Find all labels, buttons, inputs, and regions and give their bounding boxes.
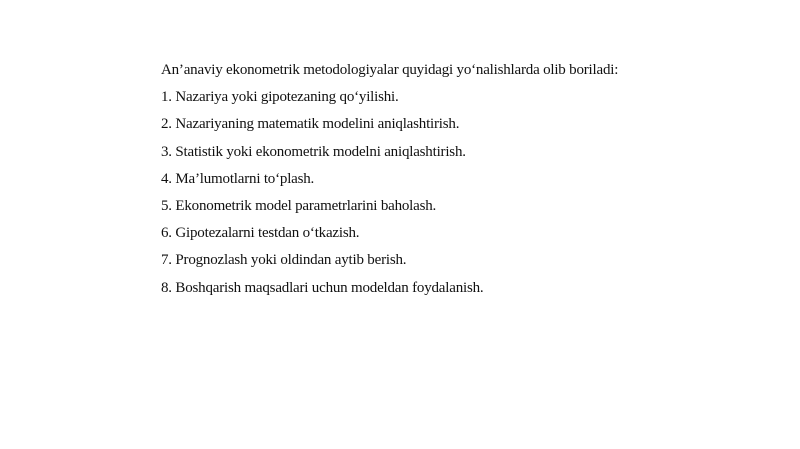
list-item: 2. Nazariyaning matematik modelini aniqlashtirish.	[161, 116, 460, 133]
list-item: 1. Nazariya yoki gipotezaning qo‘yilishi.	[161, 89, 399, 106]
list-item: 4. Ma’lumotlarni to‘plash.	[161, 170, 315, 187]
list-item: 6. Gipotezalarni testdan o‘tkazish.	[161, 225, 360, 242]
list-item: 5. Ekonometrik model parametrlarini baholash.	[161, 197, 437, 214]
list-item: 3. Statistik yoki ekonometrik modelni aniqlashtirish.	[161, 143, 466, 160]
document-body	[161, 60, 761, 298]
intro-paragraph: An’anaviy ekonometrik metodologiyalar quyidagi yo‘nalishlarda olib boriladi:	[161, 62, 619, 78]
methodology-list	[161, 87, 761, 297]
list-item: 7. Prognozlash yoki oldindan aytib berish.	[161, 252, 407, 269]
list-item: 8. Boshqarish maqsadlari uchun modeldan foydalanish.	[161, 279, 484, 296]
